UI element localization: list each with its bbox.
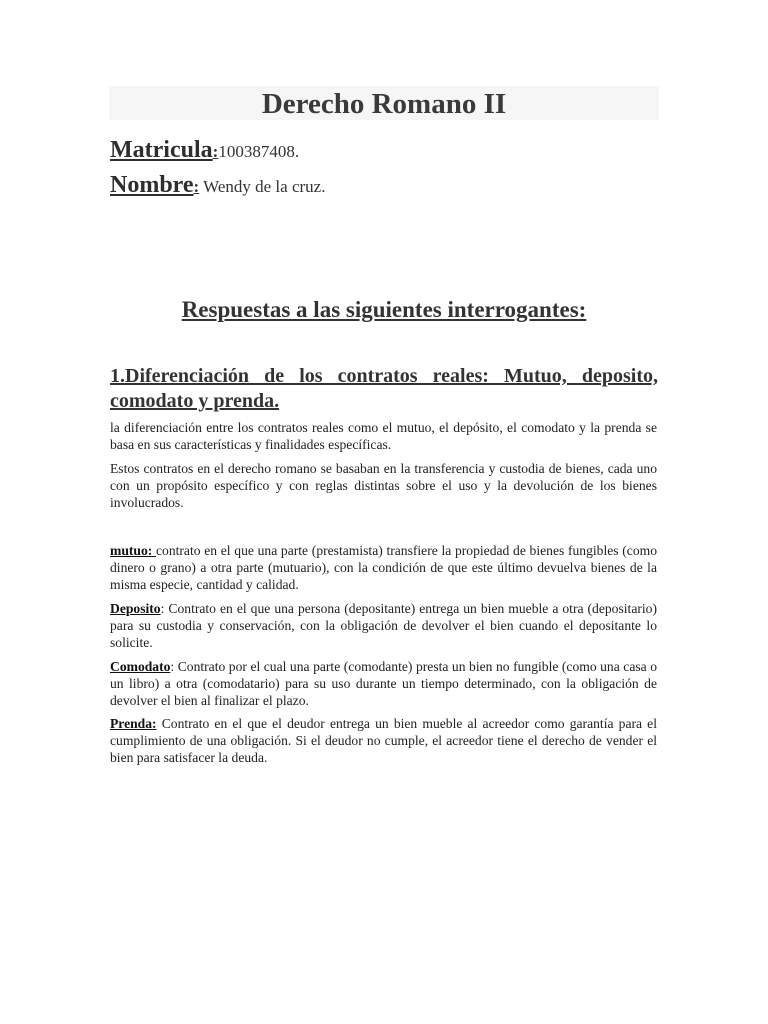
definition-text: contrato en el que una parte (prestamista) transfiere la propiedad de bienes fungibles (como dinero o grano) a otra parte (mutuario), con la condición de que este último devuelva bienes de la misma especie, cantidad y calidad. bbox=[110, 543, 657, 593]
question-heading: 1.Diferenciación de los contratos reales: Mutuo, deposito, comodato y prenda. bbox=[110, 365, 658, 412]
nombre-label: Nombre bbox=[110, 172, 194, 198]
matricula-label: Matricula bbox=[110, 137, 213, 163]
definition-comodato bbox=[110, 658, 657, 710]
definition-term: Deposito bbox=[110, 601, 161, 616]
definition-term: Prenda: bbox=[110, 716, 157, 731]
definition-term: mutuo: bbox=[110, 543, 156, 558]
nombre-value: Wendy de la cruz. bbox=[199, 177, 326, 196]
definition-text: : Contrato por el cual una parte (comodante) presta un bien no fungible (como una casa o un libro) a otra (comodatario) para su uso durante un tiempo determinado, con la obligación de devolver el bien al finalizar el plazo. bbox=[110, 659, 657, 709]
intro-paragraph: la diferenciación entre los contratos reales como el mutuo, el depósito, el comodato y la prenda se basa en sus características y finalidades específicas. bbox=[110, 420, 657, 453]
matricula-field bbox=[110, 137, 299, 164]
definition-deposito bbox=[110, 600, 657, 652]
nombre-colon: : bbox=[193, 177, 200, 196]
intro-paragraph: Estos contratos en el derecho romano se basaban en la transferencia y custodia de bienes, cada uno con un propósito específico y con reglas distintas sobre el uso y la devolución de los bienes involucrados. bbox=[110, 461, 657, 511]
definition-mutuo bbox=[110, 542, 657, 594]
matricula-colon: : bbox=[212, 142, 219, 161]
nombre-field bbox=[110, 172, 325, 199]
definition-term: Comodato bbox=[110, 659, 171, 674]
document-title: Derecho Romano II bbox=[261, 88, 507, 120]
definition-text: Contrato en el que el deudor entrega un bien mueble al acreedor como garantía para el cumplimiento de una obligación. Si el deudor no cumple, el acreedor tiene el derecho de vender el bien para satisfacer la deuda. bbox=[110, 716, 657, 766]
section-heading: Respuestas a las siguientes interrogantes: bbox=[181, 297, 587, 322]
definition-prenda bbox=[110, 715, 657, 767]
definition-text: : Contrato en el que una persona (depositante) entrega un bien mueble a otra (depositario) para su custodia y conservación, con la obligación de devolver el bien cuando el depositante lo solicite. bbox=[110, 601, 657, 651]
matricula-value: 100387408. bbox=[218, 142, 300, 161]
